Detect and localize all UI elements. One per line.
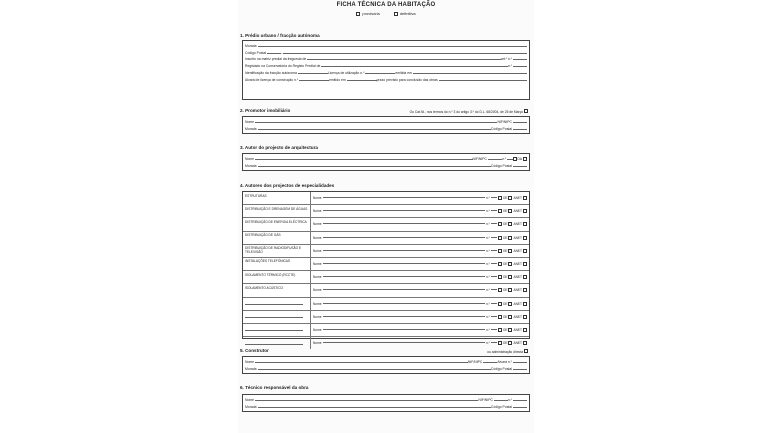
section2-note-checkbox[interactable] <box>524 109 528 113</box>
speciality-oe-label: OE <box>502 301 508 306</box>
s5-cp-field[interactable] <box>513 369 527 370</box>
s1-registado-row <box>243 61 529 68</box>
speciality-nome-label: Nome <box>313 209 322 214</box>
speciality-anet-checkbox[interactable] <box>508 288 512 292</box>
s5-nif-field[interactable] <box>483 362 497 363</box>
speciality-fields <box>311 192 529 204</box>
speciality-numero-field[interactable] <box>491 289 497 290</box>
speciality-fields <box>311 205 529 217</box>
speciality-oe-checkbox[interactable] <box>498 341 502 345</box>
speciality-nome-field[interactable] <box>323 329 486 330</box>
speciality-nome-label: Nome <box>313 248 322 253</box>
s2-morada-label: Morada <box>245 126 257 131</box>
speciality-numero-label: n.º <box>486 341 490 346</box>
speciality-oe-checkbox[interactable] <box>498 302 502 306</box>
speciality-oe-label: OE <box>502 314 508 319</box>
speciality-anet-label: ANET <box>513 209 522 214</box>
speciality-anet-label: ANET <box>513 288 522 293</box>
section6-box <box>242 394 530 412</box>
s5-nif-label: NIF/NIPC <box>467 359 483 364</box>
speciality-fields <box>311 232 529 244</box>
specialities-table <box>242 191 530 346</box>
s2-morada-row <box>243 124 529 131</box>
s5-cp-label: Código Postal <box>490 366 512 371</box>
speciality-oe-label: OE <box>502 275 508 280</box>
section2-note <box>410 109 528 114</box>
speciality-anet-checkbox[interactable] <box>508 328 512 332</box>
form-type-options <box>238 11 534 16</box>
speciality-fields <box>311 298 529 310</box>
section6-title: 6. Técnico responsável da obra <box>240 385 309 390</box>
speciality-row <box>243 245 529 258</box>
speciality-nome-field[interactable] <box>323 276 486 277</box>
s2-nome-row <box>243 117 529 124</box>
speciality-row <box>243 271 529 284</box>
speciality-nome-label: Nome <box>313 288 322 293</box>
s1-conservatoria-field[interactable] <box>321 66 508 67</box>
speciality-row <box>243 284 529 297</box>
speciality-anet-label: ANET <box>513 327 522 332</box>
speciality-fields <box>311 218 529 230</box>
speciality-nome-field[interactable] <box>323 237 486 238</box>
form-title: FICHA TÉCNICA DA HABITAÇÃO <box>336 2 436 8</box>
s1-numero-field[interactable] <box>513 66 527 67</box>
s5-morada-label: Morada <box>245 366 257 371</box>
s1-emitida-label: emitida em <box>395 70 412 75</box>
section3-box <box>242 153 530 171</box>
speciality-nome-field[interactable] <box>323 210 486 211</box>
s3-morada-field[interactable] <box>258 166 491 167</box>
speciality-fields <box>311 324 529 336</box>
speciality-numero-label: n.º <box>486 209 490 214</box>
speciality-row <box>243 232 529 245</box>
speciality-nome-field[interactable] <box>323 223 486 224</box>
speciality-numero-field[interactable] <box>491 276 497 277</box>
speciality-name: DISTRIBUIÇÃO DE RADIODIFUSÃO E TELEVISÃO <box>243 245 311 257</box>
s1-freguesia-field[interactable] <box>307 59 501 60</box>
speciality-numero-label: n.º <box>486 235 490 240</box>
s6-nome-row <box>243 395 529 402</box>
speciality-row <box>243 205 529 218</box>
s5-nome-row <box>243 357 529 364</box>
speciality-nome-field[interactable] <box>323 263 486 264</box>
s1-inscrito-row <box>243 55 529 62</box>
s1-alvara-row <box>243 75 529 82</box>
section5-note-checkbox[interactable] <box>524 349 528 353</box>
speciality-oe-checkbox[interactable] <box>498 275 502 279</box>
s6-cp-field[interactable] <box>513 407 527 408</box>
speciality-oe-checkbox[interactable] <box>498 315 502 319</box>
speciality-other-checkbox[interactable] <box>523 262 527 266</box>
s2-morada-field[interactable] <box>258 129 491 130</box>
s6-morada-row <box>243 402 529 409</box>
s6-nif-field[interactable] <box>494 400 508 401</box>
speciality-anet-label: ANET <box>513 248 522 253</box>
s1-artigo-field[interactable] <box>513 59 527 60</box>
speciality-row <box>243 324 529 337</box>
speciality-anet-checkbox[interactable] <box>508 209 512 213</box>
speciality-anet-label: ANET <box>513 314 522 319</box>
speciality-name-field[interactable] <box>245 344 303 345</box>
speciality-fields <box>311 258 529 270</box>
speciality-oe-label: OE <box>502 262 508 267</box>
s2-cp-label: Código Postal <box>490 126 512 131</box>
speciality-name: INSTALAÇÕES TELEFÓNICAS <box>243 258 311 270</box>
speciality-row <box>243 337 529 349</box>
s2-nome-field[interactable] <box>255 122 497 123</box>
speciality-name-blank[interactable] <box>243 324 311 336</box>
section1-box <box>242 40 530 100</box>
form-page <box>238 0 534 433</box>
speciality-nome-label: Nome <box>313 341 322 346</box>
speciality-nome-field[interactable] <box>323 197 486 198</box>
speciality-oe-checkbox[interactable] <box>498 328 502 332</box>
s1-morada-row <box>243 41 529 48</box>
section2-note-text: Ou Cat.Ni., nos termos do n.º 3 do artigo 3.º do D.L. 68/2004, de 25 de Março <box>409 110 524 114</box>
speciality-numero-label: n.º <box>486 288 490 293</box>
speciality-fields <box>311 337 529 349</box>
s6-numero-field[interactable] <box>513 400 527 401</box>
speciality-oe-label: OE <box>502 341 508 346</box>
s1-numero-label: n.º <box>507 64 512 69</box>
speciality-nome-field[interactable] <box>323 316 486 317</box>
s1-alvara-field[interactable] <box>299 80 329 81</box>
section4-title: 4. Autores dos projectos de especialidades <box>240 183 335 188</box>
s3-nif-label: NIF/NIPC <box>472 156 488 161</box>
s5-morada-row <box>243 364 529 371</box>
s1-emitida-field[interactable] <box>413 73 527 74</box>
speciality-anet-checkbox[interactable] <box>508 222 512 226</box>
speciality-anet-checkbox[interactable] <box>508 302 512 306</box>
section5-note <box>487 349 528 354</box>
definitiva-label: definitiva <box>399 11 416 16</box>
speciality-anet-label: ANET <box>513 341 522 346</box>
speciality-numero-label: n.º <box>486 314 490 319</box>
speciality-nome-label: Nome <box>313 262 322 267</box>
speciality-anet-checkbox[interactable] <box>508 315 512 319</box>
s1-morada-field[interactable] <box>258 46 528 47</box>
s1-identificacao-field[interactable] <box>298 73 328 74</box>
speciality-name-field[interactable] <box>245 317 303 318</box>
section5-box <box>242 356 530 374</box>
section5-title: 5. Construtor <box>240 348 269 353</box>
s6-morada-field[interactable] <box>258 407 491 408</box>
s6-nome-label: Nome <box>245 397 255 402</box>
s1-cp-field[interactable] <box>267 53 281 54</box>
speciality-nome-label: Nome <box>313 327 322 332</box>
speciality-name: ISOLAMENTO ACÚSTICO <box>243 284 311 296</box>
s6-nif-label: NIF/NIPC <box>478 397 493 402</box>
s1-prazo-label: prazo previsto para conclusão das obras <box>376 77 438 82</box>
speciality-nome-label: Nome <box>313 196 322 201</box>
speciality-oe-checkbox[interactable] <box>498 262 502 266</box>
speciality-anet-label: ANET <box>513 275 522 280</box>
speciality-anet-checkbox[interactable] <box>508 275 512 279</box>
option-provisoria[interactable] <box>356 11 379 16</box>
speciality-name-blank[interactable] <box>243 311 311 323</box>
provisoria-label: provisória <box>362 11 380 16</box>
section2-title: 2. Promotor imobiliário <box>240 108 291 113</box>
speciality-oe-checkbox[interactable] <box>498 196 502 200</box>
speciality-name: DISTRIBUIÇÃO DE ENERGIA ELÉCTRICA <box>243 218 311 230</box>
s2-nif-field[interactable] <box>513 122 527 123</box>
speciality-oe-checkbox[interactable] <box>498 249 502 253</box>
speciality-nome-field[interactable] <box>323 250 486 251</box>
speciality-anet-label: ANET <box>513 222 522 227</box>
s1-cp-label: Código Postal <box>245 50 267 55</box>
speciality-fields <box>311 271 529 283</box>
section2-box <box>242 116 530 134</box>
speciality-numero-field[interactable] <box>491 210 497 211</box>
s2-cp-field[interactable] <box>513 129 527 130</box>
definitiva-checkbox[interactable] <box>394 12 398 16</box>
s2-nif-label: NIF/NIPC <box>497 119 512 124</box>
s1-identificacao-row <box>243 68 529 75</box>
speciality-other-checkbox[interactable] <box>523 302 527 306</box>
speciality-numero-field[interactable] <box>491 342 497 343</box>
s5-alvara-field[interactable] <box>513 362 527 363</box>
speciality-other-checkbox[interactable] <box>523 236 527 240</box>
speciality-oe-label: OE <box>502 248 508 253</box>
s3-nome-row <box>243 154 529 161</box>
speciality-oe-checkbox[interactable] <box>498 222 502 226</box>
speciality-nome-label: Nome <box>313 235 322 240</box>
speciality-anet-checkbox[interactable] <box>508 196 512 200</box>
speciality-fields <box>311 245 529 257</box>
s6-numero-label: n.º <box>507 397 512 402</box>
option-definitiva[interactable] <box>394 11 416 16</box>
speciality-name-blank[interactable] <box>243 298 311 310</box>
speciality-numero-label: n.º <box>486 222 490 227</box>
speciality-fields <box>311 284 529 296</box>
speciality-numero-label: n.º <box>486 275 490 280</box>
speciality-anet-checkbox[interactable] <box>508 262 512 266</box>
speciality-numero-label: n.º <box>486 248 490 253</box>
speciality-numero-field[interactable] <box>491 197 497 198</box>
s3-morada-label: Morada <box>245 163 257 168</box>
speciality-nome-label: Nome <box>313 275 322 280</box>
speciality-row <box>243 298 529 311</box>
s1-licenca-label: Licença de utilização n.º <box>327 70 365 75</box>
speciality-nome-label: Nome <box>313 301 322 306</box>
speciality-anet-checkbox[interactable] <box>508 236 512 240</box>
section1-title: 1. Prédio urbano / fracção autónoma <box>240 33 320 38</box>
speciality-anet-checkbox[interactable] <box>508 341 512 345</box>
speciality-numero-field[interactable] <box>491 316 497 317</box>
speciality-other-checkbox[interactable] <box>523 275 527 279</box>
s5-morada-field[interactable] <box>258 369 491 370</box>
speciality-anet-label: ANET <box>513 262 522 267</box>
speciality-oe-checkbox[interactable] <box>498 288 502 292</box>
speciality-row <box>243 192 529 205</box>
speciality-numero-field[interactable] <box>491 263 497 264</box>
provisoria-checkbox[interactable] <box>356 12 360 16</box>
speciality-numero-field[interactable] <box>491 237 497 238</box>
speciality-anet-label: ANET <box>513 235 522 240</box>
s1-registado-label: Registado na Conservatória do Registo Predial de <box>245 64 321 69</box>
speciality-name: ESTRUTURAS <box>243 192 311 204</box>
s1-emitido-field[interactable] <box>347 80 377 81</box>
speciality-oe-label: OE <box>502 222 508 227</box>
speciality-other-checkbox[interactable] <box>523 222 527 226</box>
s3-cp-field[interactable] <box>513 166 527 167</box>
speciality-name-field[interactable] <box>245 304 303 305</box>
section5-note-text: ou administração directa <box>487 350 524 354</box>
speciality-row <box>243 311 529 324</box>
s1-licenca-field[interactable] <box>365 73 395 74</box>
s1-locality-field[interactable] <box>289 53 527 54</box>
s1-morada-label: Morada <box>245 43 257 48</box>
speciality-numero-field[interactable] <box>491 223 497 224</box>
speciality-name-field[interactable] <box>245 330 303 331</box>
speciality-nome-label: Nome <box>313 222 322 227</box>
speciality-numero-field[interactable] <box>491 329 497 330</box>
speciality-other-checkbox[interactable] <box>523 288 527 292</box>
s1-identificacao-label: Identificação da fracção autónoma <box>245 70 297 75</box>
speciality-numero-field[interactable] <box>491 250 497 251</box>
s3-cp-label: Código Postal <box>490 163 512 168</box>
s3-oa-label: OA <box>517 156 522 161</box>
speciality-name: DISTRIBUIÇÃO DE GÁS <box>243 232 311 244</box>
speciality-oe-label: OE <box>502 327 508 332</box>
speciality-other-checkbox[interactable] <box>523 328 527 332</box>
s5-alvara-label: Alvará n.º <box>497 359 512 364</box>
s5-nome-label: Nome <box>245 359 255 364</box>
s3-numero-label: n.º <box>502 156 507 161</box>
s1-artigo-label: art.º n.º <box>500 57 512 62</box>
speciality-anet-label: ANET <box>513 196 522 201</box>
speciality-oe-label: OE <box>502 209 508 214</box>
section3-title: 3. Autor do projecto de arquitectura <box>240 145 318 150</box>
s6-cp-label: Código Postal <box>490 404 512 409</box>
s1-emitido-label: emitido em <box>329 77 346 82</box>
s1-prazo-field[interactable] <box>439 80 527 81</box>
s1-inscrito-label: Inscrito na matriz predial da freguesia de <box>245 57 307 62</box>
speciality-name: ISOLAMENTO TÉRMICO (RCCTE) <box>243 271 311 283</box>
s3-nome-label: Nome <box>245 156 255 161</box>
speciality-oe-label: OE <box>502 288 508 293</box>
speciality-fields <box>311 311 529 323</box>
speciality-other-checkbox[interactable] <box>523 196 527 200</box>
speciality-numero-label: n.º <box>486 196 490 201</box>
speciality-oe-label: OE <box>502 235 508 240</box>
speciality-oe-checkbox[interactable] <box>498 209 502 213</box>
speciality-other-checkbox[interactable] <box>523 315 527 319</box>
s3-nif-field[interactable] <box>488 159 502 160</box>
s6-nome-field[interactable] <box>255 400 478 401</box>
s2-nome-label: Nome <box>245 119 255 124</box>
speciality-numero-field[interactable] <box>491 303 497 304</box>
speciality-anet-label: ANET <box>513 301 522 306</box>
speciality-name: DISTRIBUIÇÃO E DRENAGEM DE ÁGUAS <box>243 205 311 217</box>
speciality-other-checkbox[interactable] <box>523 209 527 213</box>
speciality-numero-label: n.º <box>486 262 490 267</box>
speciality-nome-field[interactable] <box>323 342 486 343</box>
speciality-nome-field[interactable] <box>323 289 486 290</box>
speciality-row <box>243 258 529 271</box>
s5-nome-field[interactable] <box>255 362 468 363</box>
speciality-numero-label: n.º <box>486 301 490 306</box>
speciality-other-checkbox[interactable] <box>523 341 527 345</box>
s3-nome-field[interactable] <box>255 159 472 160</box>
speciality-row <box>243 218 529 231</box>
s1-cp-row: Código Postal - <box>243 48 529 55</box>
speciality-numero-label: n.º <box>486 327 490 332</box>
speciality-oe-label: OE <box>502 196 508 201</box>
s3-morada-row <box>243 161 529 168</box>
s1-alvara-label: Alvará de licença de construção n.º <box>245 77 299 82</box>
speciality-nome-label: Nome <box>313 314 322 319</box>
speciality-other-checkbox[interactable] <box>523 249 527 253</box>
s6-morada-label: Morada <box>245 404 257 409</box>
speciality-nome-field[interactable] <box>323 303 486 304</box>
speciality-anet-checkbox[interactable] <box>508 249 512 253</box>
speciality-oe-checkbox[interactable] <box>498 236 502 240</box>
